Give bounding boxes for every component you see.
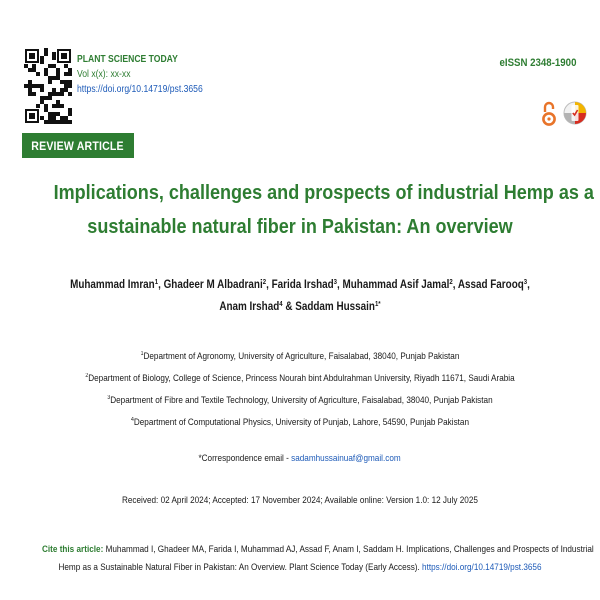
author-separator: , (158, 279, 164, 291)
citation-line-2 (42, 559, 558, 577)
qr-code-icon (24, 48, 72, 124)
article-title (20, 176, 594, 244)
affiliation-text: Department of Fibre and Textile Technology, University of Agriculture, Faisalabad, 38040, Punjab Pakistan (110, 395, 493, 406)
citation-block (0, 541, 600, 577)
affiliation-text: Department of Computational Physics, University of Punjab, Lahore, 54590, Punjab Pakistan (133, 417, 470, 428)
author-separator: , (337, 279, 343, 291)
eissn: eISSN 2348-1900 (499, 57, 576, 69)
author-sup: 2 (449, 279, 453, 286)
author-name: Saddam Hussain (295, 301, 375, 313)
author-separator: , (452, 279, 458, 291)
citation-doi-link[interactable]: https://doi.org/10.14719/pst.3656 (422, 562, 542, 573)
dates-text: Received: 02 April 2024; Accepted: 17 November 2024; Available online: Version 1.0: 12 July 2025 (122, 495, 478, 506)
publication-dates (0, 495, 600, 506)
affiliation-sup: 2 (85, 373, 89, 379)
correspondence (0, 453, 600, 464)
journal-volume: Vol x(x): xx-xx (77, 69, 131, 80)
author-line-2 (42, 296, 558, 318)
citation-text: Hemp as a Sustainable Natural Fiber in Pakistan: An Overview. Plant Science Today (Early Access). (58, 562, 423, 573)
affiliation-item (42, 368, 558, 390)
author-separator: , (527, 279, 530, 291)
crossmark-icon[interactable] (563, 99, 587, 127)
author-name: Anam Irshad (219, 301, 280, 313)
author-list (0, 274, 600, 318)
author-separator: , (266, 279, 272, 291)
article-type-label: REVIEW ARTICLE (31, 138, 125, 153)
citation-line-1 (42, 541, 594, 559)
author-name: Muhammad Imran (70, 279, 155, 291)
author-name: Assad Farooq (457, 279, 524, 291)
author-name: Farida Irshad (271, 279, 334, 291)
affiliation-sup: 3 (107, 395, 111, 401)
open-access-icon (541, 101, 557, 127)
journal-name: PLANT SCIENCE TODAY (77, 54, 178, 65)
title-line-2: sustainable natural fiber in Pakistan: An overview (87, 215, 513, 238)
author-name: Ghadeer M Albadrani (163, 279, 263, 291)
affiliation-item (42, 412, 558, 434)
author-line-1 (42, 274, 558, 296)
affiliation-item (42, 346, 558, 368)
affiliation-sup: 4 (130, 417, 134, 423)
citation-label: Cite this article: (42, 544, 104, 555)
correspondence-label: *Correspondence email - (198, 453, 292, 464)
author-sup: 1 (154, 279, 159, 286)
affiliation-text: Department of Agronomy, University of Agriculture, Faisalabad, 38040, Punjab Pakistan (143, 351, 460, 362)
affiliation-list (0, 346, 600, 434)
author-sup: 1* (374, 301, 381, 308)
author-sup: 2 (262, 279, 267, 286)
author-sup: 3 (333, 279, 338, 286)
affiliation-text: Department of Biology, College of Science, Princess Nourah bint Abdulrahman University, Riyadh 11671, Saudi Arabia (88, 373, 515, 384)
author-sup: 4 (279, 301, 283, 308)
affiliation-sup: 1 (140, 351, 144, 357)
author-sup: 3 (523, 279, 528, 286)
affiliation-item (42, 390, 558, 412)
author-name: Muhammad Asif Jamal (342, 279, 450, 291)
citation-text: Muhammad I, Ghadeer MA, Farida I, Muhammad AJ, Assad F, Anam I, Saddam H. Implications, Challenges and Prospects of Industrial (103, 544, 594, 555)
journal-info (77, 52, 203, 97)
author-separator: & (282, 301, 296, 313)
title-line-1: Implications, challenges and prospects of industrial Hemp as a (53, 181, 594, 204)
correspondence-email-link[interactable]: sadamhussainuaf@gmail.com (291, 453, 402, 464)
journal-doi-link[interactable]: https://doi.org/10.14719/pst.3656 (77, 84, 203, 95)
article-type-badge (22, 133, 134, 158)
